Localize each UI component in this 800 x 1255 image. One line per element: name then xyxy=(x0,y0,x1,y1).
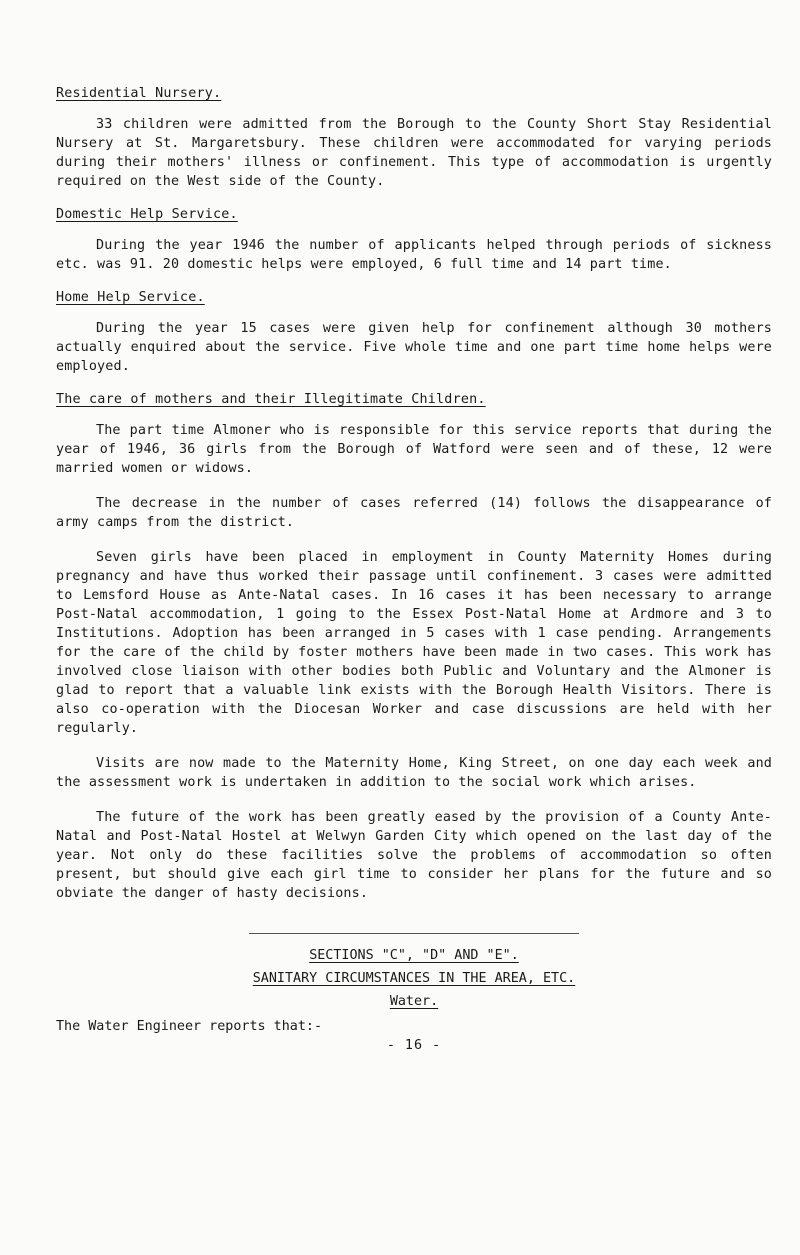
paragraph-decrease-cases: The decrease in the number of cases referred (14) follows the disappearance of army camps from the district. xyxy=(56,496,772,530)
water-engineer-intro: The Water Engineer reports that:- xyxy=(56,1019,323,1034)
water-heading: Water. xyxy=(389,994,439,1009)
sections-heading: SECTIONS "C", "D" AND "E". xyxy=(309,948,519,963)
paragraph-maternity-visits: Visits are now made to the Maternity Home, King Street, on one day each week and the assessment work is undertaken in addition to the social work which arises. xyxy=(56,756,772,790)
page-number: - 16 - xyxy=(386,1038,442,1053)
paragraph-domestic-help: During the year 1946 the number of applicants helped through periods of sickness etc. was 91. 20 domestic helps were employed, 6 full time and 14 part time. xyxy=(56,238,772,272)
paragraph-residential-nursery: 33 children were admitted from the Borough to the County Short Stay Residential Nursery at St. Margaretsbury. These children were accommodated for varying periods during their mothers' illness or confinement. This type of accommodation is urgently required on the West side of the County. xyxy=(56,117,772,189)
heading-residential-nursery: Residential Nursery. xyxy=(56,86,222,101)
document-page xyxy=(56,86,772,1053)
paragraph-placements: Seven girls have been placed in employment in County Maternity Homes during pregnancy and have thus worked their passage until confinement. 3 cases were admitted to Lemsford House as Ante-Natal cases. In 16 cases it has been necessary to arrange Post-Natal accommodation, 1 going to the Essex Post-Natal Home at Ardmore and 3 to Institutions. Adoption has been arranged in 5 cases with 1 case pending. Arrangements for the care of the child by foster mothers have been made in two cases. This work has involved close liaison with other bodies both Public and Voluntary and the Almoner is glad to report that a valuable link exists with the Borough Health Visitors. There is also co-operation with the Diocesan Worker and case discussions are held with her regularly. xyxy=(56,550,772,736)
section-divider xyxy=(249,933,579,934)
heading-domestic-help-service: Domestic Help Service. xyxy=(56,207,238,222)
heading-home-help-service: Home Help Service. xyxy=(56,290,205,305)
paragraph-home-help: During the year 15 cases were given help for confinement although 30 mothers actually enquired about the service. Five whole time and one part time home helps were employed. xyxy=(56,321,772,374)
sanitary-heading: SANITARY CIRCUMSTANCES IN THE AREA, ETC. xyxy=(252,971,576,986)
paragraph-almoner-report: The part time Almoner who is responsible for this service reports that during the year of 1946, 36 girls from the Borough of Watford were seen and of these, 12 were married women or widows. xyxy=(56,423,772,476)
heading-illegitimate-children: The care of mothers and their Illegitimate Children. xyxy=(56,392,486,407)
paragraph-future-work: The future of the work has been greatly eased by the provision of a County Ante-Natal and Post-Natal Hostel at Welwyn Garden City which opened on the last day of the year. Not only do these facilities solve the problems of accommodation so often present, but should give each girl time to consider her plans for the future and so obviate the danger of hasty decisions. xyxy=(56,810,772,901)
